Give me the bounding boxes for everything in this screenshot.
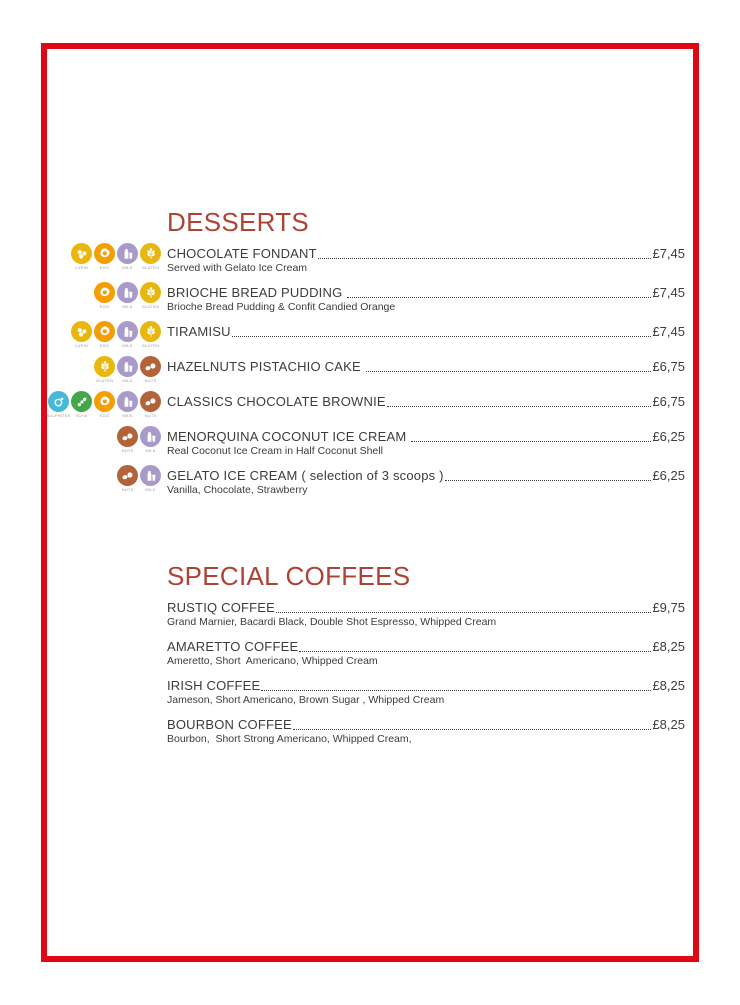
item-description: Grand Marnier, Bacardi Black, Double Shot Espresso, Whipped Cream [167,616,497,628]
allergen-icons [60,243,167,274]
item-description: Bourbon, Short Strong Americano, Whipped Cream, [167,733,412,745]
item-description: Served with Gelato Ice Cream [167,262,308,274]
dotted-leader [318,258,652,259]
allergen-icons [60,356,167,383]
item-name: MENORQUINA COCONUT ICE CREAM [167,429,411,444]
menu-item-body [167,285,685,313]
item-price: £6,75 [652,359,685,374]
item-price: £6,25 [652,429,685,444]
allergen-egg-icon: EGG [94,321,115,348]
dotted-leader [366,371,652,372]
item-price: £6,25 [652,468,685,483]
menu-item-body [60,678,685,706]
allergen-egg-icon: EGG [94,282,115,313]
allergen-egg-icon: EGG [94,391,115,418]
allergen-sulphites-icon: SULPHITES [48,391,69,418]
allergen-soya-icon: SOYA [71,391,92,418]
allergen-lupin-icon: LUPIN [71,243,92,274]
allergen-icons [60,282,167,313]
menu-item-body [60,639,685,667]
menu-item [60,324,685,348]
dotted-leader [411,441,651,442]
item-price: £8,25 [652,678,685,693]
menu-item-body [167,468,685,496]
item-name: CHOCOLATE FONDANT [167,246,317,261]
allergen-gluten-icon: GLUTEN [140,282,161,313]
menu-item-body [167,394,685,418]
item-price: £6,75 [652,394,685,409]
menu-item-body [167,359,685,383]
item-name: GELATO ICE CREAM ( selection of 3 scoops ) [167,468,444,483]
menu-page [46,207,685,756]
item-name: CLASSICS CHOCOLATE BROWNIE [167,394,386,409]
menu-item-body [60,717,685,745]
item-description: Vanilla, Chocolate, Strawberry [167,484,308,496]
item-name: IRISH COFFEE [167,678,261,693]
allergen-egg-icon: EGG [94,243,115,274]
menu-item-body [167,246,685,274]
dotted-leader [293,729,652,730]
menu-item [60,429,685,457]
item-price: £7,45 [652,324,685,339]
allergen-milk-icon: MILK [117,356,138,383]
dotted-leader [232,336,652,337]
menu-item [60,717,685,745]
menu-item [60,468,685,496]
allergen-gluten-icon: GLUTEN [140,321,161,348]
item-price: £9,75 [652,600,685,615]
allergen-gluten-icon: GLUTEN [140,243,161,274]
allergen-gluten-icon: GLUTEN [94,356,115,383]
special-coffees-section [60,561,685,745]
item-price: £7,45 [652,246,685,261]
item-name: HAZELNUTS PISTACHIO CAKE [167,359,365,374]
allergen-icons [60,465,167,496]
item-name: AMARETTO COFFEE [167,639,299,654]
menu-item-body [167,429,685,457]
desserts-section [46,207,685,496]
item-description: Real Coconut Ice Cream in Half Coconut Shell [167,445,383,457]
menu-item [46,394,685,418]
menu-item-body [167,324,685,348]
menu-item [60,639,685,667]
allergen-milk-icon: MILK [140,426,161,457]
allergen-lupin-icon: LUPIN [71,321,92,348]
allergen-milk-icon: MILK [117,282,138,313]
dotted-leader [299,651,651,652]
menu-item [60,285,685,313]
allergen-icons [60,321,167,348]
dotted-leader [387,406,652,407]
item-description: Brioche Bread Pudding & Confit Candied Orange [167,301,396,313]
allergen-nuts-icon: NUTS [117,465,138,496]
desserts-heading: DESSERTS [167,207,310,237]
item-description: Jameson, Short Americano, Brown Sugar , Whipped Cream [167,694,445,706]
menu-item [60,359,685,383]
menu-item [60,678,685,706]
item-description: Ameretto, Short Americano, Whipped Cream [167,655,378,667]
menu-item-body [60,600,685,628]
item-name: RUSTIQ COFFEE [167,600,276,615]
allergen-nuts-icon: NUTS [140,356,161,383]
allergen-nuts-icon: NUTS [140,391,161,418]
menu-item [60,600,685,628]
item-name: BOURBON COFFEE [167,717,292,732]
allergen-icons [60,426,167,457]
item-price: £8,25 [652,639,685,654]
dotted-leader [445,480,652,481]
menu-item [60,246,685,274]
allergen-milk-icon: MILK [117,321,138,348]
allergen-nuts-icon: NUTS [117,426,138,457]
allergen-milk-icon: MILK [140,465,161,496]
item-price: £8,25 [652,717,685,732]
item-name: TIRAMISU [167,324,231,339]
dotted-leader [261,690,651,691]
allergen-milk-icon: MILK [117,391,138,418]
dotted-leader [276,612,651,613]
dotted-leader [347,297,651,298]
special-coffees-heading: SPECIAL COFFEES [167,561,411,591]
item-price: £7,45 [652,285,685,300]
allergen-icons [46,391,167,418]
allergen-milk-icon: MILK [117,243,138,274]
item-name: BRIOCHE BREAD PUDDING [167,285,347,300]
